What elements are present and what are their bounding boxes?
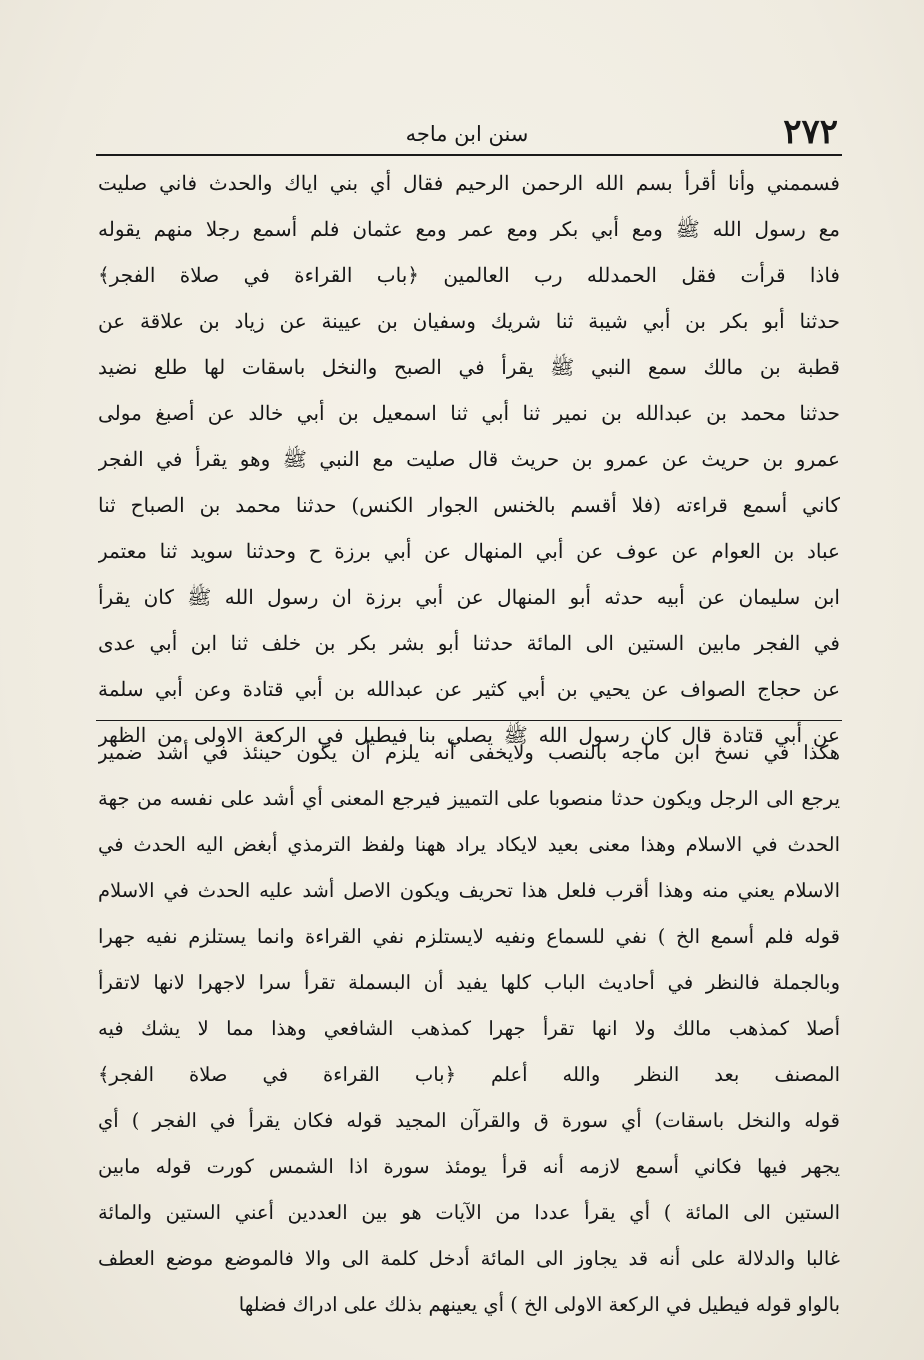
hadith-text-block — [98, 160, 840, 758]
commentary-line: قوله والنخل باسقات) أي سورة ق والقرآن المجيد قوله فكان يقرأ في الفجر ) أي — [98, 1109, 840, 1132]
header-rule — [96, 154, 842, 156]
commentary-line: الاسلام يعني منه وهذا أقرب فلعل هذا تحريف ويكون الاصل أشد عليه الحدث في الاسلام — [98, 879, 840, 902]
text-line: عمرو بن حريث عن عمرو بن حريث قال صليت مع النبي ﷺ وهو يقرأ في الفجر — [98, 447, 840, 471]
commentary-line: يرجع الى الرجل ويكون حدثا منصوبا على التمييز فيرجع المعنى أي أشد على نفسه من جهة — [98, 787, 840, 810]
chapter-heading-line: فاذا قرأت فقل الحمدلله رب العالمين ﴿باب القراءة في صلاة الفجر﴾ — [98, 263, 840, 287]
running-title: سنن ابن ماجه — [405, 122, 529, 146]
commentary-line: أصلا كمذهب مالك ولا انها تقرأ جهرا كمذهب الشافعي وهذا مما لا يشك فيه — [98, 1017, 840, 1040]
text-line: عباد بن العوام عن عوف عن أبي المنهال عن أبي برزة ح وحدثنا سويد ثنا معتمر — [98, 539, 840, 563]
commentary-line: يجهر فيها فكاني أسمع لازمه أنه قرأ يومئذ سورة اذا الشمس كورت قوله مابين — [98, 1155, 840, 1178]
text-line: قطبة بن مالك سمع النبي ﷺ يقرأ في الصبح والنخل باسقات لها طلع نضيد — [98, 355, 840, 379]
text-line: عن حجاج الصواف عن يحيي بن أبي كثير عن عبدالله بن أبي قتادة وعن أبي سلمة — [98, 677, 840, 701]
commentary-line: غالبا والدلالة على أنه قد يجاوز الى المائة أدخل كلمة الى والا فالموضع موضع العطف — [98, 1247, 840, 1270]
footnote-separator — [96, 720, 842, 721]
commentary-line: وبالجملة فالنظر في أحاديث الباب كلها يفيد أن البسملة تقرأ سرا لاجهرا لانها لاتقرأ — [98, 971, 840, 994]
text-line: ابن سليمان عن أبيه حدثه أبو المنهال عن أبي برزة ان رسول الله ﷺ كان يقرأ — [98, 585, 840, 609]
text-line: حدثنا أبو بكر بن أبي شيبة ثنا شريك وسفيان بن عيينة عن زياد بن علاقة عن — [98, 309, 840, 333]
text-line: حدثنا محمد بن عبدالله بن نمير ثنا أبي ثنا اسمعيل بن أبي خالد عن أصبغ مولى — [98, 401, 840, 425]
commentary-line: هكذا في نسخ ابن ماجه بالنصب ولايخفى أنه يلزم أن يكون حينئذ في أشد ضمير — [98, 741, 840, 764]
text-line: في الفجر مابين الستين الى المائة حدثنا أبو بشر بكر بن خلف ثنا ابن أبي عدى — [98, 631, 840, 655]
chapter-heading-line: المصنف بعد النظر والله أعلم ﴿باب القراءة في صلاة الفجر﴾ — [98, 1063, 840, 1086]
commentary-line: الستين الى المائة ) أي يقرأ عددا من الآيات هو بين العددين أعني الستين والمائة — [98, 1201, 840, 1224]
text-line: عن أبي قتادة قال كان رسول الله ﷺ يصلي بنا فيطيل في الركعة الاولى من الظهر — [98, 723, 840, 747]
commentary-block — [98, 730, 840, 1328]
text-line: مع رسول الله ﷺ ومع أبي بكر ومع عمر ومع عثمان فلم أسمع رجلا منهم يقوله — [98, 217, 840, 241]
commentary-line: الحدث في الاسلام وهذا معنى بعيد لايكاد يراد ههنا ولفظ الترمذي أبغض اليه الحدث في — [98, 833, 840, 856]
page-header — [96, 112, 838, 158]
text-line: كاني أسمع قراءته (فلا أقسم بالخنس الجوار الكنس) حدثنا محمد بن الصباح ثنا — [98, 493, 840, 517]
text-line: فسممني وأنا أقرأ بسم الله الرحمن الرحيم فقال أي بني اياك والحدث فاني صليت — [98, 171, 840, 195]
page-number: ٢٧٢ — [783, 112, 838, 152]
commentary-line: بالواو قوله فيطيل في الركعة الاولى الخ ) أي يعينهم بذلك على ادراك فضلها — [238, 1293, 840, 1316]
commentary-line: قوله فلم أسمع الخ ) نفي للسماع ونفيه لايستلزم نفي القراءة وانما يستلزم نفيه جهرا — [98, 925, 840, 948]
